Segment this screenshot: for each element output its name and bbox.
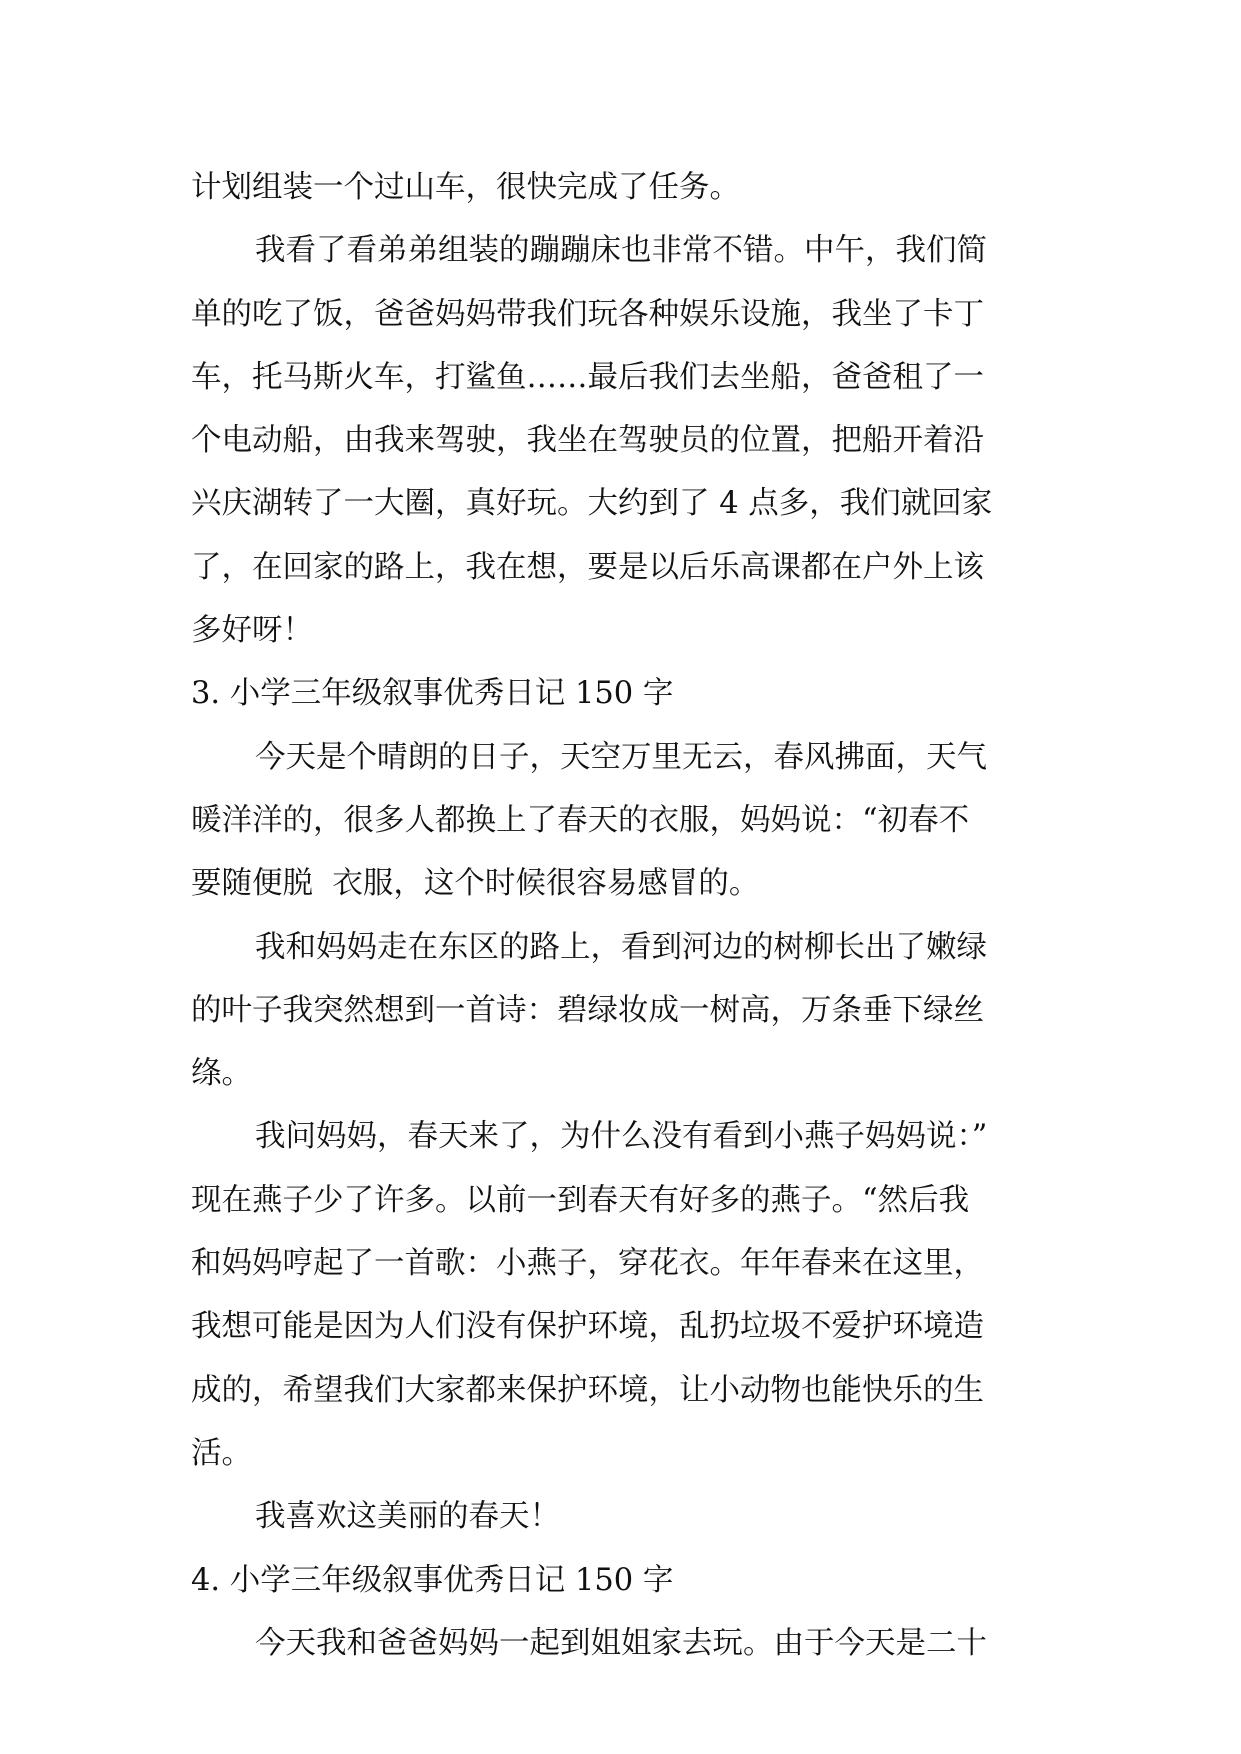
text-line: 和妈妈哼起了一首歌：小燕子，穿花衣。年年春来在这里，: [191, 1246, 984, 1282]
text-line: 计划组装一个过山车，很快完成了任务。: [191, 170, 740, 205]
text-line: 活。: [191, 1435, 252, 1471]
text-line: 今天是个晴朗的日子，天空万里无云，春风拂面，天气: [255, 739, 987, 775]
text-line: 兴庆湖转了一大圈，真好玩。大约到了 4 点多，我们就回家: [191, 486, 993, 522]
text-line: 车，托马斯火车，打鲨鱼……最后我们去坐船，爸爸租了一: [191, 359, 984, 395]
text-line: 我和妈妈走在东区的路上，看到河边的树柳长出了嫩绿: [255, 929, 987, 965]
text-line: 暖洋洋的，很多人都换上了春天的衣服，妈妈说：“初春不: [191, 802, 970, 838]
text-line: 了，在回家的路上，我在想，要是以后乐高课都在户外上该: [191, 549, 984, 585]
document-body: [191, 156, 1051, 1675]
text-line: 我看了看弟弟组装的蹦蹦床也非常不错。中午，我们简: [255, 233, 987, 269]
text-line: 单的吃了饭，爸爸妈妈带我们玩各种娱乐设施，我坐了卡丁: [191, 296, 984, 332]
text-line: 个电动船，由我来驾驶，我坐在驾驶员的位置，把船开着沿: [191, 423, 984, 459]
text-line: 我问妈妈，春天来了，为什么没有看到小燕子妈妈说：”: [255, 1119, 988, 1155]
text-line: 现在燕子少了许多。以前一到春天有好多的燕子。“然后我: [191, 1182, 970, 1218]
text-line: 今天我和爸爸妈妈一起到姐姐家去玩。由于今天是二十: [255, 1625, 987, 1661]
text-line: 成的，希望我们大家都来保护环境，让小动物也能快乐的生: [191, 1372, 984, 1408]
text-line: 我喜欢这美丽的春天！: [255, 1499, 560, 1535]
text-line: 要随便脱 衣服，这个时候很容易感冒的。: [191, 866, 760, 902]
text-line: 多好呀！: [191, 613, 313, 649]
text-line: 绦。: [191, 1056, 252, 1092]
text-line: 我想可能是因为人们没有保护环境，乱扔垃圾不爱护环境造: [191, 1309, 984, 1345]
text-line: 的叶子我突然想到一首诗：碧绿妆成一树高，万条垂下绿丝: [191, 992, 984, 1028]
section-heading: 3. 小学三年级叙事优秀日记 150 字: [191, 676, 674, 712]
section-heading: 4. 小学三年级叙事优秀日记 150 字: [191, 1562, 674, 1598]
